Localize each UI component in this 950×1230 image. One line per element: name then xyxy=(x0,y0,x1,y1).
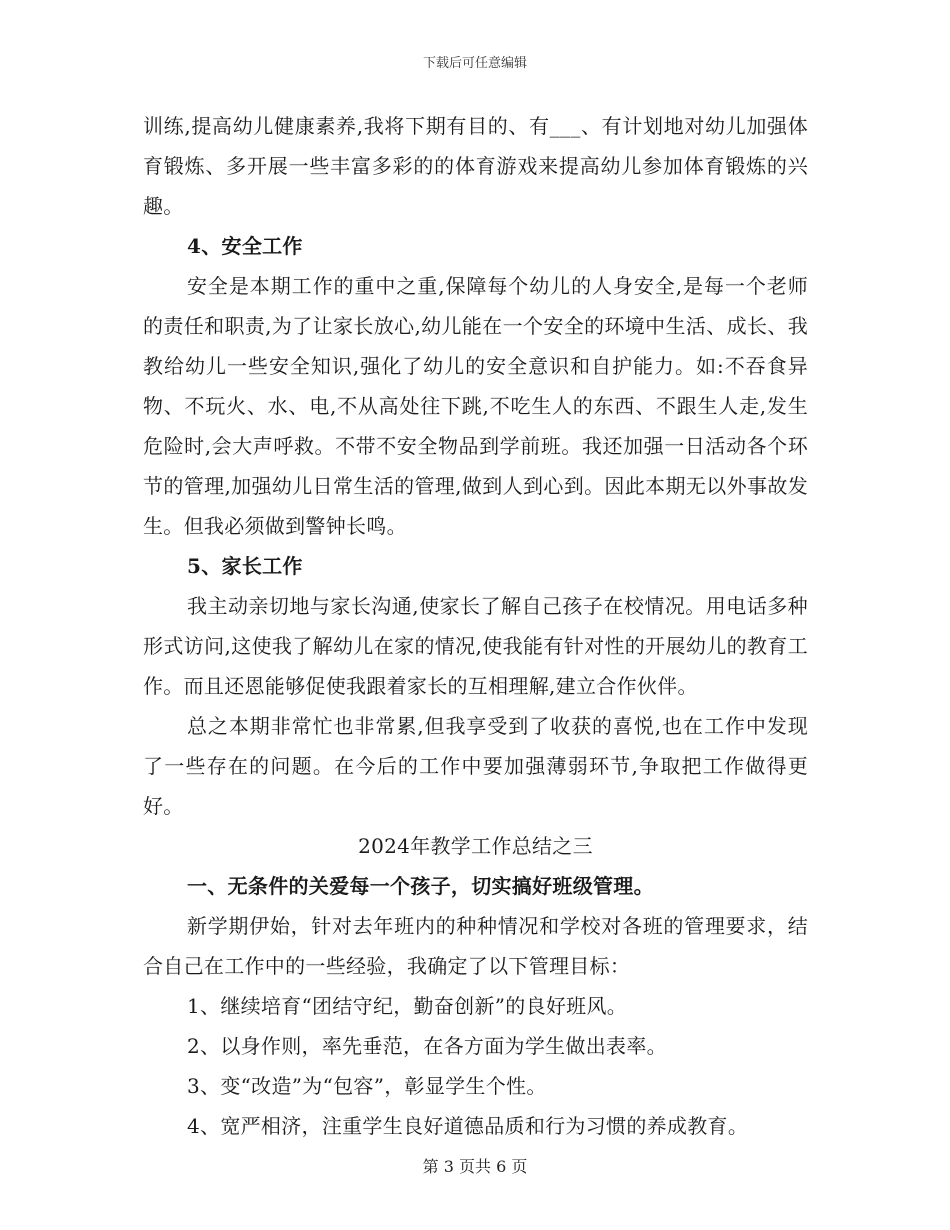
list-item-goal-3: 3、变“改造”为“包容”，彰显学生个性。 xyxy=(187,1074,547,1098)
document-title: 2024年教学工作总结之三 xyxy=(358,834,593,858)
page-footer: 第 3 页共 6 页 xyxy=(422,1157,528,1176)
list-item-goal-2: 2、以身作则，率先垂范，在各方面为学生做出表率。 xyxy=(187,1034,667,1058)
page-header: 下载后可任意编辑 xyxy=(422,56,527,71)
heading-parent-work: 5、家长工作 xyxy=(187,554,303,578)
paragraph-new-semester: 新学期伊始，针对去年班内的种种情况和学校对各班的管理要求，结合自己在工作中的一些经验，我确定了以下管理目标： xyxy=(143,914,808,978)
paragraph-training: 训练,提高幼儿健康素养,我将下期有目的、有___、有计划地对幼儿加强体育锻炼、多开展一些丰富多彩的的体育游戏来提高幼儿参加体育锻炼的兴趣。 xyxy=(143,114,808,218)
heading-safety-work: 4、安全工作 xyxy=(187,234,303,258)
document-body xyxy=(143,106,808,1146)
paragraph-summary: 总之本期非常忙也非常累,但我享受到了收获的喜悦,也在工作中发现了一些存在的问题。在今后的工作中要加强薄弱环节,争取把工作做得更好。 xyxy=(143,714,808,818)
paragraph-parents: 我主动亲切地与家长沟通,使家长了解自己孩子在校情况。用电话多种形式访问,这使我了解幼儿在家的情况,使我能有针对性的开展幼儿的教育工作。而且还恩能够促使我跟着家长的互相理解,建立合作伙伴。 xyxy=(143,594,808,698)
section-heading-class-management: 一、无条件的关爱每一个孩子，切实搞好班级管理。 xyxy=(187,874,654,898)
paragraph-safety: 安全是本期工作的重中之重,保障每个幼儿的人身安全,是每一个老师的责任和职责,为了让家长放心,幼儿能在一个安全的环境中生活、成长、我教给幼儿一些安全知识,强化了幼儿的安全意识和自护能力。如:不吞食异物、不玩火、水、电,不从高处往下跳,不吃生人的东西、不跟生人走,发生危险时,会大声呼救。不带不安全物品到学前班。我还加强一日活动各个环节的管理,加强幼儿日常生活的管理,做到人到心到。因此本期无以外事故发生。但我必须做到警钟长鸣。 xyxy=(143,274,808,538)
list-item-goal-4: 4、宽严相济，注重学生良好道德品质和行为习惯的养成教育。 xyxy=(187,1114,749,1138)
list-item-goal-1: 1、继续培育“团结守纪，勤奋创新”的良好班风。 xyxy=(187,994,628,1018)
